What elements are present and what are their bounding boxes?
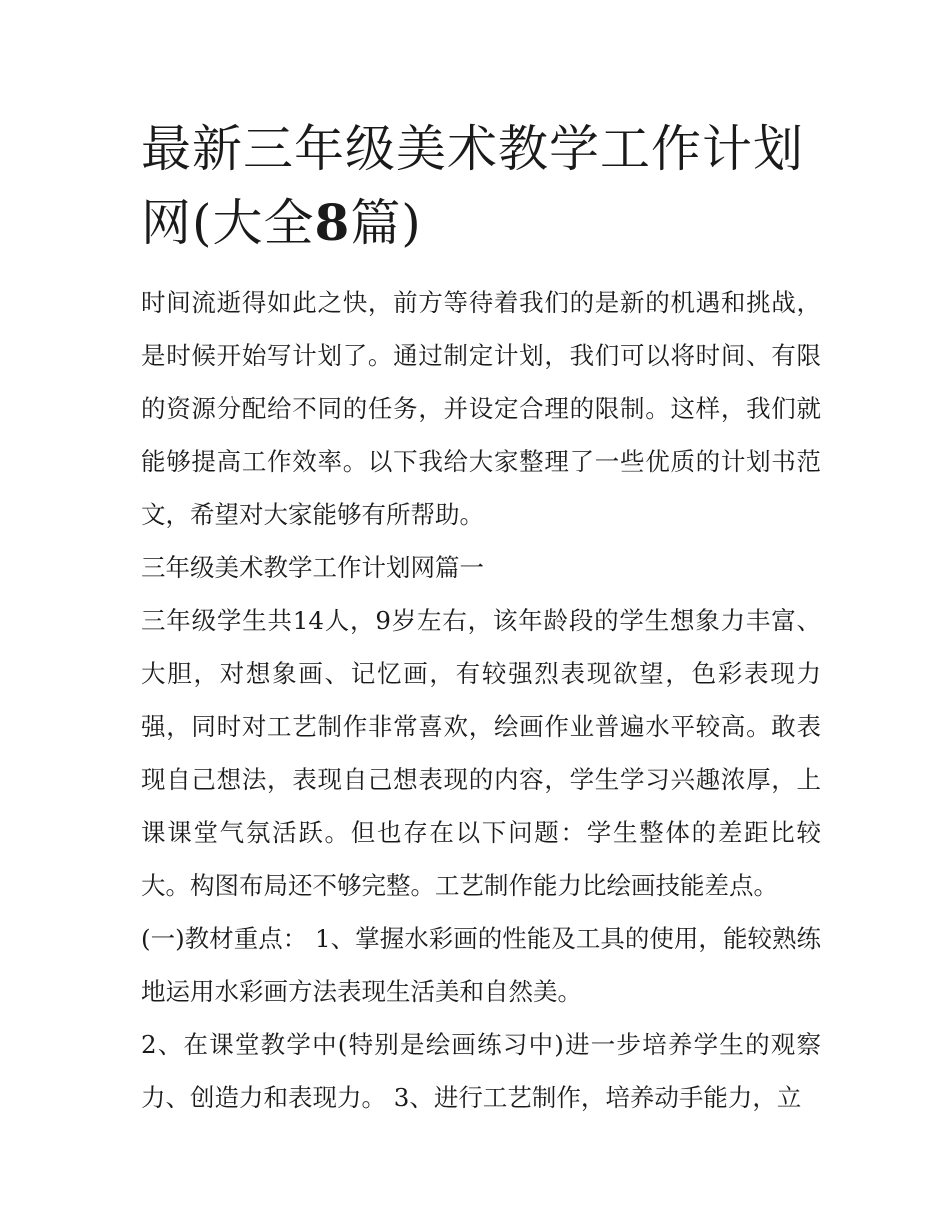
document-page: [141, 112, 821, 1124]
focus-paragraph: (一)教材重点： 1、掌握水彩画的性能及工具的使用，能较熟练地运用水彩画方法表现生活美和自然美。: [141, 924, 821, 1006]
title-line-2-prefix: 网(大全: [141, 194, 315, 252]
title-line-2-number: 8: [314, 193, 351, 252]
document-body: [141, 276, 821, 1124]
title-line-1: 最新三年级美术教学工作计划: [141, 120, 804, 178]
intro-paragraph: 时间流逝得如此之快，前方等待着我们的是新的机遇和挑战，是时候开始写计划了。通过制定计划，我们可以将时间、有限的资源分配给不同的任务，并设定合理的限制。这样，我们就能够提高工作效率。以下我给大家整理了一些优质的计划书范文，希望对大家能够有所帮助。: [141, 288, 821, 529]
document-title: [141, 112, 821, 260]
teaching-paragraph: 2、在课堂教学中(特别是绘画练习中)进一步培养学生的观察力、创造力和表现力。 3、进行工艺制作，培养动手能力，立: [141, 1030, 821, 1112]
students-paragraph: 三年级学生共14人，9岁左右，该年龄段的学生想象力丰富、大胆，对想象画、记忆画，有较强烈表现欲望，色彩表现力强，同时对工艺制作非常喜欢，绘画作业普遍水平较高。敢表现自己想法，表现自己想表现的内容，学生学习兴趣浓厚，上课课堂气氛活跃。但也存在以下问题：学生整体的差距比较大。构图布局还不够完整。工艺制作能力比绘画技能差点。: [141, 606, 821, 900]
title-line-2-suffix: 篇): [350, 194, 422, 252]
section-heading: 三年级美术教学工作计划网篇一: [141, 553, 484, 582]
